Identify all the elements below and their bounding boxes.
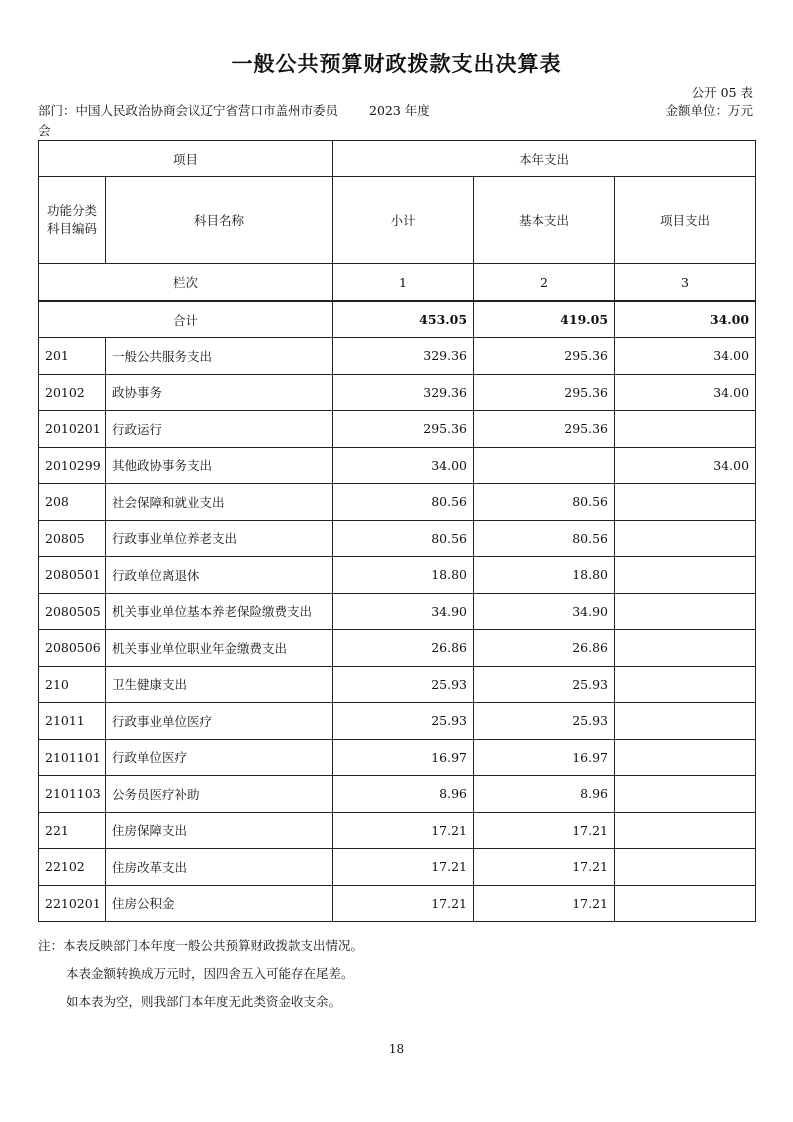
header-subject-name: 科目名称 bbox=[106, 177, 333, 264]
row-code: 20102 bbox=[39, 374, 106, 411]
row-project bbox=[615, 849, 756, 886]
page-number: 18 bbox=[388, 1042, 405, 1056]
row-code: 210 bbox=[39, 666, 106, 703]
row-subject-name: 机关事业单位职业年金缴费支出 bbox=[106, 630, 333, 667]
row-basic: 17.21 bbox=[474, 812, 615, 849]
table-row bbox=[39, 593, 756, 630]
form-number: 公开 05 表 bbox=[691, 85, 753, 100]
row-project bbox=[615, 411, 756, 448]
row-project: 34.00 bbox=[615, 374, 756, 411]
row-basic: 80.56 bbox=[474, 484, 615, 521]
row-project bbox=[615, 666, 756, 703]
row-project bbox=[615, 739, 756, 776]
amount-unit: 金额单位：万元 bbox=[665, 103, 753, 118]
row-basic: 17.21 bbox=[474, 849, 615, 886]
table-row bbox=[39, 447, 756, 484]
row-subject-name: 社会保障和就业支出 bbox=[106, 484, 333, 521]
table-row bbox=[39, 739, 756, 776]
row-code: 22102 bbox=[39, 849, 106, 886]
row-project bbox=[615, 484, 756, 521]
header-item: 项目 bbox=[39, 141, 333, 177]
row-code: 2010299 bbox=[39, 447, 106, 484]
row-project bbox=[615, 520, 756, 557]
header-current-year: 本年支出 bbox=[333, 141, 756, 177]
row-subtotal: 17.21 bbox=[333, 812, 474, 849]
row-basic: 80.56 bbox=[474, 520, 615, 557]
total-subtotal: 453.05 bbox=[333, 301, 474, 338]
table-row bbox=[39, 812, 756, 849]
column-index-2: 2 bbox=[474, 264, 615, 302]
total-row bbox=[39, 301, 756, 338]
row-subtotal: 34.90 bbox=[333, 593, 474, 630]
table-row bbox=[39, 849, 756, 886]
row-code: 2010201 bbox=[39, 411, 106, 448]
column-index-1: 1 bbox=[333, 264, 474, 302]
row-subtotal: 329.36 bbox=[333, 338, 474, 375]
header-func-code: 功能分类科目编码 bbox=[39, 177, 106, 264]
header-project: 项目支出 bbox=[615, 177, 756, 264]
row-subtotal: 80.56 bbox=[333, 520, 474, 557]
notes bbox=[38, 932, 363, 1016]
expenditure-table bbox=[38, 140, 756, 922]
row-project bbox=[615, 557, 756, 594]
row-code: 2080505 bbox=[39, 593, 106, 630]
table-row bbox=[39, 666, 756, 703]
row-subtotal: 25.93 bbox=[333, 666, 474, 703]
row-subtotal: 8.96 bbox=[333, 776, 474, 813]
row-subject-name: 行政单位医疗 bbox=[106, 739, 333, 776]
row-code: 201 bbox=[39, 338, 106, 375]
row-project bbox=[615, 885, 756, 922]
row-project bbox=[615, 812, 756, 849]
row-subtotal: 18.80 bbox=[333, 557, 474, 594]
row-subtotal: 80.56 bbox=[333, 484, 474, 521]
row-subtotal: 26.86 bbox=[333, 630, 474, 667]
row-code: 20805 bbox=[39, 520, 106, 557]
row-basic: 25.93 bbox=[474, 703, 615, 740]
header-subtotal: 小计 bbox=[333, 177, 474, 264]
total-basic: 419.05 bbox=[474, 301, 615, 338]
table-row bbox=[39, 557, 756, 594]
row-project bbox=[615, 703, 756, 740]
row-subtotal: 25.93 bbox=[333, 703, 474, 740]
department-label: 部门：中国人民政治协商会议辽宁省营口市盖州市委员会 bbox=[38, 103, 339, 138]
table-row bbox=[39, 630, 756, 667]
note-1: 注：本表反映部门本年度一般公共预算财政拨款支出情况。 bbox=[38, 938, 364, 953]
row-basic: 25.93 bbox=[474, 666, 615, 703]
column-index-3: 3 bbox=[615, 264, 756, 302]
table-row bbox=[39, 338, 756, 375]
row-project bbox=[615, 593, 756, 630]
row-subtotal: 295.36 bbox=[333, 411, 474, 448]
row-code: 2101101 bbox=[39, 739, 106, 776]
row-subject-name: 行政事业单位医疗 bbox=[106, 703, 333, 740]
row-basic bbox=[474, 447, 615, 484]
row-subject-name: 住房保障支出 bbox=[106, 812, 333, 849]
header-basic: 基本支出 bbox=[474, 177, 615, 264]
row-code: 208 bbox=[39, 484, 106, 521]
row-subtotal: 34.00 bbox=[333, 447, 474, 484]
row-basic: 295.36 bbox=[474, 338, 615, 375]
table-row bbox=[39, 776, 756, 813]
row-code: 21011 bbox=[39, 703, 106, 740]
fiscal-year: 2023 年度 bbox=[369, 103, 430, 118]
row-code: 2210201 bbox=[39, 885, 106, 922]
row-subject-name: 行政单位离退休 bbox=[106, 557, 333, 594]
table-row bbox=[39, 885, 756, 922]
row-code: 2101103 bbox=[39, 776, 106, 813]
row-project: 34.00 bbox=[615, 338, 756, 375]
row-subtotal: 16.97 bbox=[333, 739, 474, 776]
row-basic: 295.36 bbox=[474, 374, 615, 411]
note-3: 如本表为空，则我部门本年度无此类资金收支余。 bbox=[66, 994, 342, 1009]
header-row-1 bbox=[39, 141, 756, 177]
row-subtotal: 17.21 bbox=[333, 849, 474, 886]
row-subject-name: 机关事业单位基本养老保险缴费支出 bbox=[106, 593, 333, 630]
column-index-row bbox=[39, 264, 756, 302]
row-basic: 26.86 bbox=[474, 630, 615, 667]
row-basic: 295.36 bbox=[474, 411, 615, 448]
row-project bbox=[615, 630, 756, 667]
row-subtotal: 329.36 bbox=[333, 374, 474, 411]
table-row bbox=[39, 374, 756, 411]
row-basic: 18.80 bbox=[474, 557, 615, 594]
total-project: 34.00 bbox=[615, 301, 756, 338]
table-row bbox=[39, 411, 756, 448]
row-subject-name: 公务员医疗补助 bbox=[106, 776, 333, 813]
row-project bbox=[615, 776, 756, 813]
note-2: 本表金额转换成万元时，因四舍五入可能存在尾差。 bbox=[66, 966, 354, 981]
row-subject-name: 卫生健康支出 bbox=[106, 666, 333, 703]
row-basic: 16.97 bbox=[474, 739, 615, 776]
row-basic: 17.21 bbox=[474, 885, 615, 922]
row-subject-name: 住房公积金 bbox=[106, 885, 333, 922]
row-subject-name: 行政运行 bbox=[106, 411, 333, 448]
row-subject-name: 一般公共服务支出 bbox=[106, 338, 333, 375]
row-code: 2080506 bbox=[39, 630, 106, 667]
row-subject-name: 住房改革支出 bbox=[106, 849, 333, 886]
row-code: 221 bbox=[39, 812, 106, 849]
table-row bbox=[39, 484, 756, 521]
header-row-2 bbox=[39, 177, 756, 264]
row-basic: 8.96 bbox=[474, 776, 615, 813]
column-index-label: 栏次 bbox=[39, 264, 333, 302]
row-subject-name: 政协事务 bbox=[106, 374, 333, 411]
row-code: 2080501 bbox=[39, 557, 106, 594]
row-basic: 34.90 bbox=[474, 593, 615, 630]
table-row bbox=[39, 520, 756, 557]
total-label: 合计 bbox=[39, 301, 333, 338]
row-subject-name: 其他政协事务支出 bbox=[106, 447, 333, 484]
row-project: 34.00 bbox=[615, 447, 756, 484]
page-title: 一般公共预算财政拨款支出决算表 bbox=[231, 52, 562, 76]
row-subject-name: 行政事业单位养老支出 bbox=[106, 520, 333, 557]
table-row bbox=[39, 703, 756, 740]
row-subtotal: 17.21 bbox=[333, 885, 474, 922]
